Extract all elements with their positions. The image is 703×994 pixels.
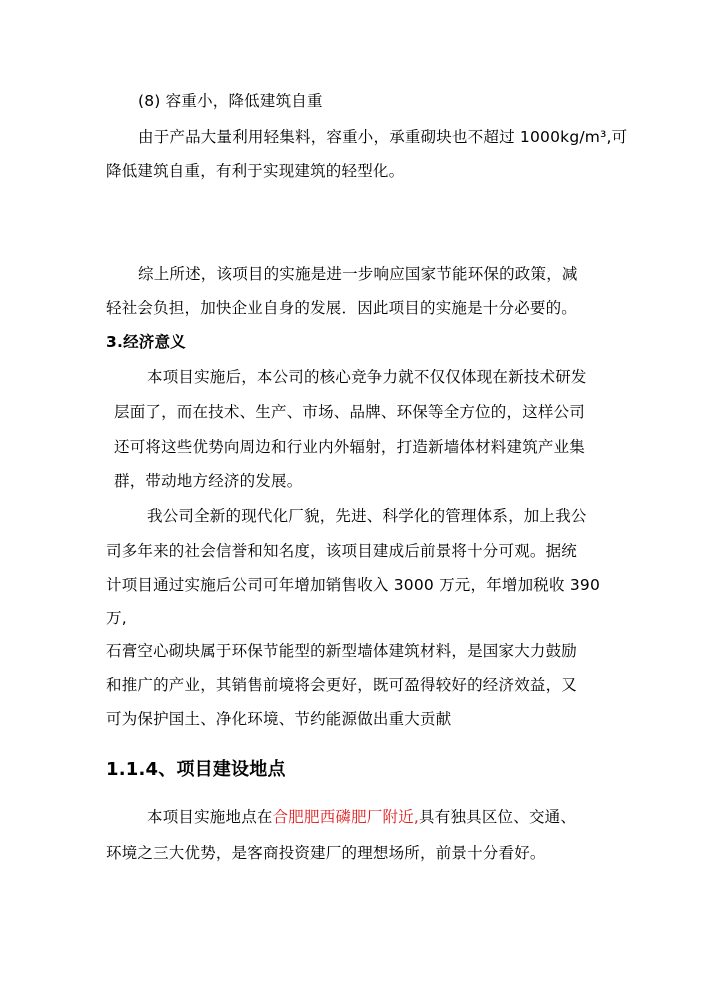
economic-p3-line-3: 可为保护国土、净化环境、节约能源做出重大贡献 (106, 710, 452, 728)
location-line-1-end: 具有独具区位、交通、 (419, 808, 577, 826)
economic-p1-line-2: 层面了，而在技术、生产、市场、品牌、环保等全方位的，这样公司 (114, 403, 586, 421)
section-8-title: (8) 容重小，降低建筑自重 (138, 92, 323, 110)
economic-p1-line-1: 本项目实施后，本公司的核心竞争力就不仅仅体现在新技术研发 (147, 368, 587, 386)
economic-p2-line-1: 我公司全新的现代化厂貌，先进、科学化的管理体系，加上我公 (147, 507, 587, 525)
section-8-line-2: 降低建筑自重，有利于实现建筑的轻型化。 (106, 162, 405, 180)
economic-p1-line-3: 还可将这些优势向周边和行业内外辐射，打造新墙体材料建筑产业集 (114, 438, 586, 456)
economic-p2-line-4: 万, (106, 609, 127, 627)
location-heading: 1.1.4、项目建设地点 (106, 759, 286, 780)
location-line-1-start: 本项目实施地点在 (147, 808, 273, 826)
summary-line-2: 轻社会负担，加快企业自身的发展．因此项目的实施是十分必要的。 (106, 299, 578, 317)
economic-p2-line-2: 司多年来的社会信誉和知名度，该项目建成后前景将十分可观。据统 (106, 542, 578, 560)
section-8-line-1: 由于产品大量利用轻集料，容重小，承重砌块也不超过 1000kg/m³,可 (138, 128, 628, 146)
economic-p1-line-4: 群，带动地方经济的发展。 (114, 472, 303, 490)
location-highlight: 合肥肥西磷肥厂附近, (272, 808, 420, 826)
economic-p3-line-1: 石膏空心砌块属于环保节能型的新型墙体建筑材料，是国家大力鼓励 (106, 642, 578, 660)
economic-p2-line-3: 计项目通过实施后公司可年增加销售收入 3000 万元，年增加税收 390 (106, 576, 601, 594)
summary-line-1: 综上所述，该项目的实施是进一步响应国家节能环保的政策，减 (138, 265, 578, 283)
location-line-1 (147, 806, 576, 828)
economic-p3-line-2: 和推广的产业，其销售前境将会更好，既可盈得较好的经济效益，又 (106, 676, 578, 694)
location-line-2: 环境之三大优势，是客商投资建厂的理想场所，前景十分看好。 (106, 844, 546, 862)
economic-heading: 3.经济意义 (106, 333, 186, 351)
